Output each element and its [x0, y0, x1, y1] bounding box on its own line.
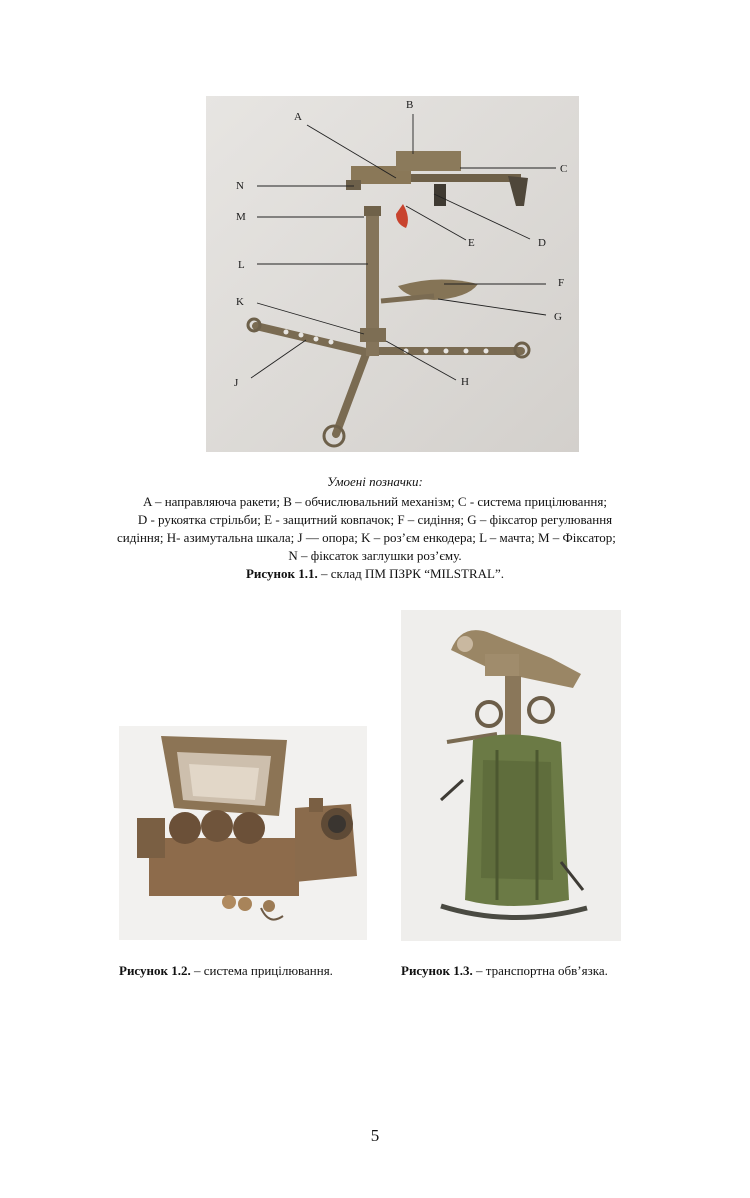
label-d: D	[538, 237, 546, 249]
caption-number: Рисунок 1.2.	[119, 963, 191, 978]
page-number: 5	[370, 1126, 380, 1145]
caption-number: Рисунок 1.3.	[401, 963, 473, 978]
caption-number: Рисунок 1.1.	[245, 566, 318, 581]
label-m: M	[236, 211, 246, 223]
label-a: A	[294, 111, 302, 123]
figure-1-3-photo	[401, 610, 621, 941]
label-c: C	[560, 163, 568, 175]
label-l: L	[238, 259, 245, 271]
label-e: E	[468, 237, 475, 249]
legend-line: A – направляюча ракети; B – обчислювальний механізм; C - система прицілювання;	[143, 494, 607, 509]
figure-1-2-caption	[119, 963, 333, 979]
label-k: K	[236, 296, 244, 308]
caption-text: – система прицілювання.	[190, 963, 333, 978]
photo-background	[206, 96, 579, 452]
label-f: F	[558, 277, 565, 289]
label-j: J	[234, 377, 239, 389]
label-b: B	[406, 99, 414, 111]
legend-title: Умоені позначки:	[327, 474, 423, 489]
label-h: H	[461, 376, 469, 388]
label-n: N	[236, 180, 244, 192]
legend-line: сидіння; H- азимутальна шкала; J — опора; K – роз’єм енкодера; L – мачта; M – Фіксатор;	[117, 530, 616, 545]
legend-line: D - рукоятка стрільби; E - защитний ковпачок; F – сидіння; G – фіксатор регулювання	[137, 512, 613, 527]
figure-1-2-photo	[119, 726, 367, 940]
caption-text: – склад ПМ ПЗРК “MILSTRAL”.	[317, 566, 504, 581]
label-g: G	[554, 311, 562, 323]
figure-1-1-caption	[0, 566, 750, 582]
figure-1-1-photo	[206, 96, 579, 452]
caption-text: – транспортна обв’язка.	[472, 963, 608, 978]
legend-line: N – фіксаток заглушки роз’єму.	[288, 548, 462, 563]
figure-1-3-caption	[401, 963, 608, 979]
